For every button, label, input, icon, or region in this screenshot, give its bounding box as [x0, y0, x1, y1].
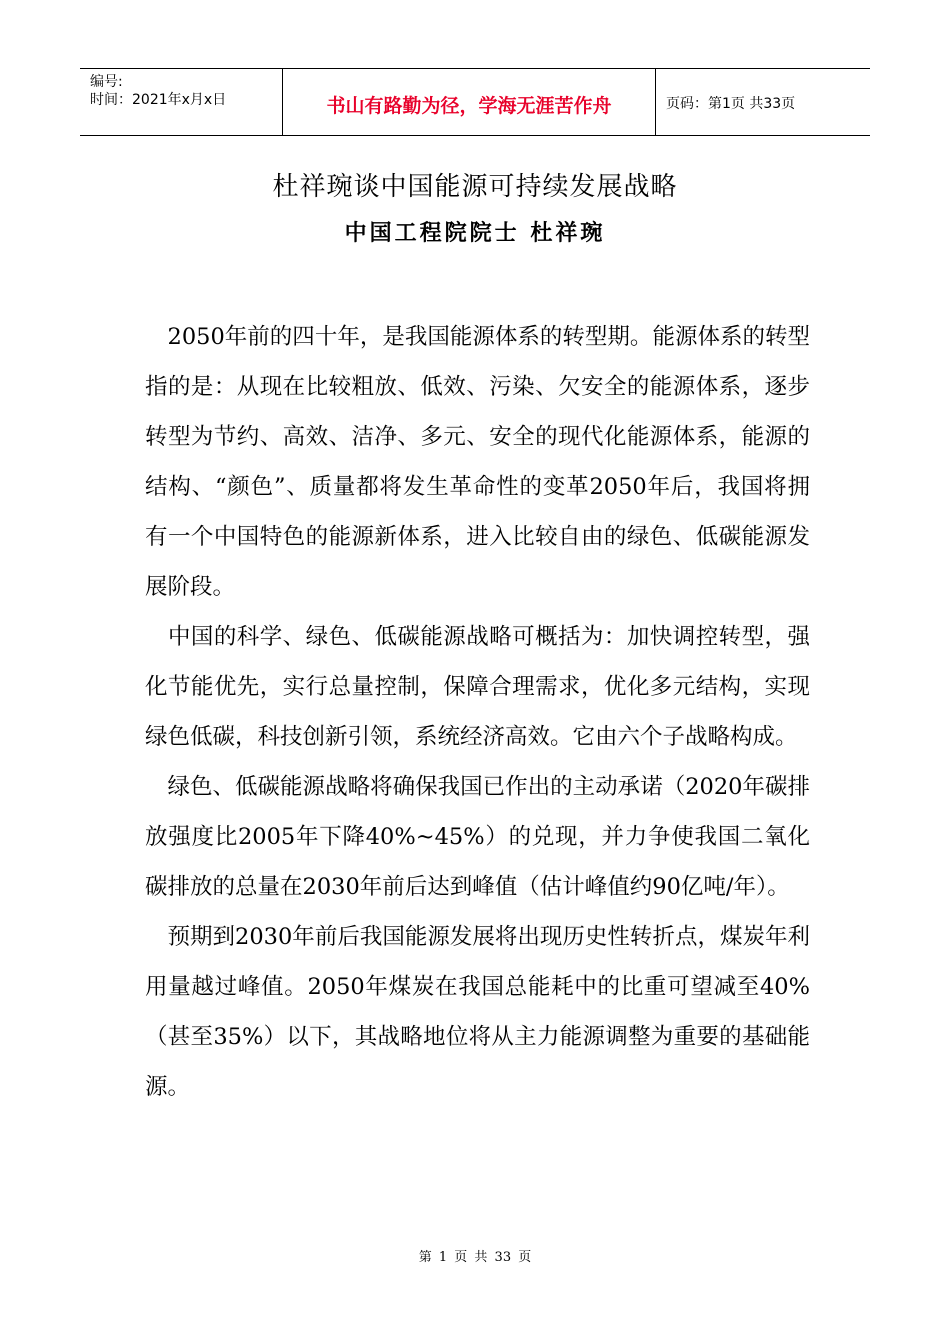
- paragraph-4: 预期到2030年前后我国能源发展将出现历史性转折点，煤炭年利用量越过峰值。2050年煤炭在我国总能耗中的比重可望减至40%（甚至35%）以下，其战略地位将从主力能源调整为重要的基础能源。: [145, 924, 810, 1100]
- header-motto: 书山有路勤为径，学海无涯苦作舟: [282, 69, 656, 135]
- number-label: 编号:: [90, 74, 123, 90]
- header-meta: [80, 69, 282, 135]
- date-label: 时间：2021年x月x日: [90, 92, 227, 108]
- paragraph-2: 中国的科学、绿色、低碳能源战略可概括为：加快调控转型，强化节能优先，实行总量控制，保障合理需求，优化多元结构，实现绿色低碳，科技创新引领，系统经济高效。它由六个子战略构成。: [145, 624, 810, 750]
- paragraph-3: 绿色、低碳能源战略将确保我国已作出的主动承诺（2020年碳排放强度比2005年下降40%~45%）的兑现，并力争使我国二氧化碳排放的总量在2030年前后达到峰值（估计峰值约90亿吨/年）。: [145, 774, 810, 900]
- page-footer: 第 1 页 共 33 页: [418, 1250, 532, 1265]
- paragraph-1: 2050年前的四十年，是我国能源体系的转型期。能源体系的转型指的是：从现在比较粗放、低效、污染、欠安全的能源体系，逐步转型为节约、高效、洁净、多元、安全的现代化能源体系，能源的结构、“颜色”、质量都将发生革命性的变革2050年后，我国将拥有一个中国特色的能源新体系，进入比较自由的绿色、低碳能源发展阶段。: [145, 324, 810, 600]
- document-header: [80, 68, 870, 136]
- header-page-info: 页码：第1页 共33页: [666, 96, 796, 112]
- author-line: 中国工程院院士 杜祥琬: [344, 220, 606, 246]
- document-body: [145, 312, 810, 1112]
- document-title: 杜祥琬谈中国能源可持续发展战略: [272, 172, 678, 202]
